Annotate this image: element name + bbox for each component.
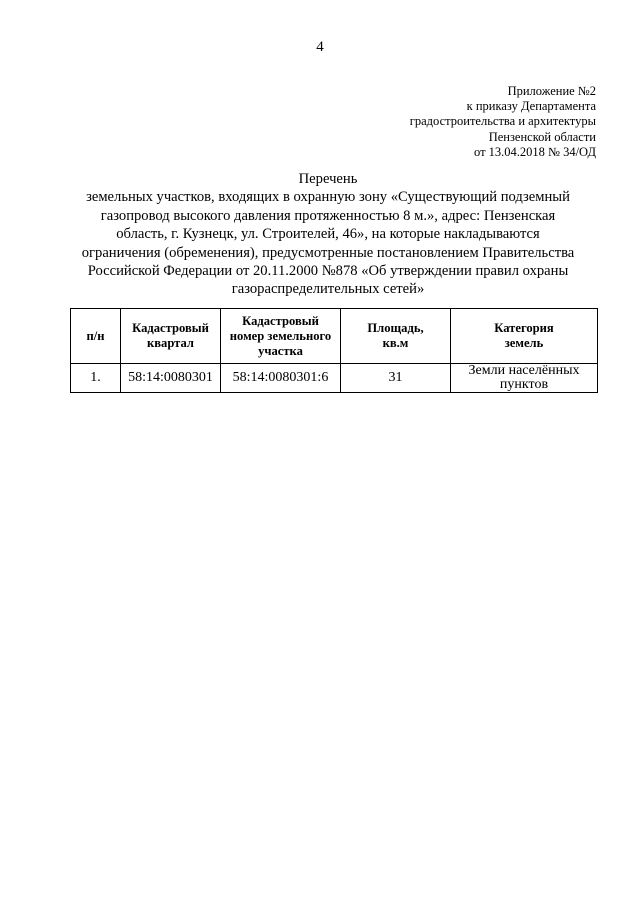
appendix-line: градостроительства и архитектуры (409, 114, 596, 129)
heading-line: область, г. Кузнецк, ул. Строителей, 46», на которые накладываются (116, 226, 540, 243)
cell-category-line: Земли населённых (468, 363, 580, 378)
heading-line: ограничения (обременения), предусмотренные постановлением Правительства (81, 244, 575, 261)
header-category-line: земель (504, 336, 544, 350)
appendix-line: Пензенской области (488, 129, 596, 144)
header-cadnum-line: участка (258, 343, 303, 358)
header-num (71, 309, 121, 364)
land-parcels-table (70, 308, 598, 393)
heading-line: земельных участков, входящих в охранную зону «Существующий подземный (86, 189, 570, 206)
heading-line: газопровод высокого давления протяженностью 8 м.», адрес: Пензенская (100, 207, 556, 224)
table-header-row (71, 309, 598, 364)
cell-category (451, 364, 598, 393)
cell-quarter: 58:14:0080301 (121, 364, 221, 393)
header-cadastral-number (221, 309, 341, 364)
header-category (451, 309, 598, 364)
appendix-line: Приложение №2 (507, 84, 596, 98)
header-area-line: кв.м (382, 336, 409, 350)
heading-line: газораспределительных сетей» (231, 281, 425, 298)
page-number: 4 (316, 39, 324, 55)
table-row (71, 364, 598, 393)
heading-line: Российской Федерации от 20.11.2000 №878 «Об утверждении правил охраны (87, 263, 569, 280)
header-category-line: Категория (494, 321, 554, 335)
document-heading (60, 170, 596, 299)
appendix-block (410, 84, 596, 160)
cell-num: 1. (71, 364, 121, 393)
header-quarter (121, 309, 221, 364)
header-quarter-line: квартал (146, 336, 194, 350)
header-cadnum-line: Кадастровый (242, 313, 319, 328)
appendix-line: к приказу Департамента (466, 99, 596, 114)
heading-title: Перечень (298, 171, 358, 187)
cell-category-line: пунктов (499, 377, 549, 392)
cell-area: 31 (341, 364, 451, 393)
header-area (341, 309, 451, 364)
header-area-line: Площадь, (367, 321, 424, 335)
header-cadnum-line: номер земельного (229, 328, 332, 343)
header-quarter-line: Кадастровый (132, 321, 209, 335)
cell-cadastral-number: 58:14:0080301:6 (221, 364, 341, 393)
appendix-line: от 13.04.2018 № 34/ОД (473, 144, 596, 159)
header-num-label: п/н (86, 328, 105, 343)
